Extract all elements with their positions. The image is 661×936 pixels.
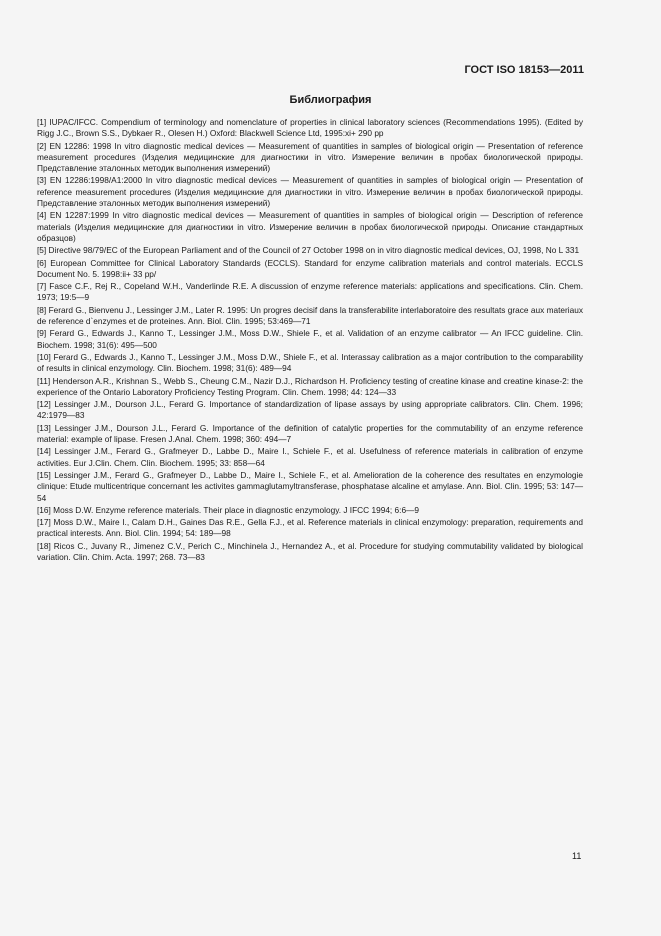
reference-text: Directive 98/79/EC of the European Parliament and of the Council of 27 October 1998 on in vitro diagnostic medical devices, OJ, 1998, No L 331 <box>48 245 580 256</box>
reference-item <box>37 305 583 328</box>
reference-item <box>37 399 583 422</box>
reference-number: [3] <box>37 175 47 186</box>
reference-text: IUPAC/IFCC. Compendium of terminology and nomenclature of properties in clinical laboratory sciences (Recommendations 1995). (Edited by Rigg J.C., Brown S.S., Dybkaer R., Olesen H.) Oxford: Blackwell Science Ltd, 1995:xi+ 290 pp <box>37 117 583 139</box>
reference-number: [10] <box>37 351 51 362</box>
reference-text: Lessinger J.M., Dourson J.L., Ferard G. Importance of the definition of catalytic properties for the commutability of an enzyme reference material: example of lipase. Fresen J.Anal. Chem. 1998; 360: 494—7 <box>37 422 584 445</box>
reference-number: [14] <box>37 446 51 457</box>
reference-text: Henderson A.R., Krishnan S., Webb S., Cheung C.M., Nazir D.J., Richardson H. Proficiency testing of creatine kinase and creatine kinase-2: the experience of the Ontario Laboratory Proficiency Testing Program. Clin. Chem. 1998; 44: 124—33 <box>37 375 583 397</box>
reference-text: Moss D.W. Enzyme reference materials. Their place in diagnostic enzymology. J IFCC 1994; 6:6—9 <box>53 504 419 515</box>
reference-text: Ricos C., Juvany R., Jimenez C.V., Perich C., Minchinela J., Hernandez A., et al. Procedure for studying commutability validated by biological variation. Clin. Chim. Acta. 1997; 268. 73—83 <box>37 540 583 562</box>
reference-item <box>37 245 583 256</box>
reference-number: [12] <box>37 399 51 410</box>
reference-number: [5] <box>37 245 47 256</box>
reference-text: Ferard G., Edwards J., Kanno T., Lessinger J.M., Moss D.W., Shiele F., et al. Validation of an enzyme calibrator — An IFCC guideline. Clin. Biochem. 1998; 31(6): 495—500 <box>37 328 584 350</box>
reference-item <box>37 376 583 399</box>
reference-item <box>37 258 583 281</box>
reference-text: European Committee for Clinical Laboratory Standards (ECCLS). Standard for enzyme calibration materials and control materials. ECCLS Document No. 5. 1998:ii+ 33 pp/ <box>37 257 583 279</box>
reference-text: Lessinger J.M., Ferard G., Grafmeyer D., Labbe D., Maire I., Schiele F., et al. Usefulness of reference materials in calibration of enzyme activities. Eur J.Clin. Chem. Clin. Biochem. 1995; 33: 858—64 <box>37 446 583 468</box>
reference-item <box>37 281 583 304</box>
reference-item <box>37 470 583 504</box>
reference-item <box>37 117 583 140</box>
reference-text: Lessinger J.M., Dourson J.L., Ferard G. Importance of standardization of lipase assays by using appropriate calibrators. Clin. Chem. 1996; 42:1979—83 <box>37 399 583 421</box>
reference-item <box>37 328 583 351</box>
page-title: Библиография <box>289 94 372 106</box>
reference-item <box>37 352 583 375</box>
reference-item <box>37 141 583 175</box>
reference-number: [7] <box>37 281 47 292</box>
reference-number: [15] <box>37 469 51 480</box>
reference-text: Lessinger J.M., Ferard G., Grafmeyer D., Labbe D., Maire I., Schiele F., et al. Amelioration de la coherence des resultates en enzymologie clinique: Etude multicentrique concernant les activites gammaglutamyltransferase, phosphatase alcaline et amylase. Ann. Biol. Clin. 1995; 53: 147—54 <box>37 469 583 503</box>
reference-text: Fasce C.F., Rej R., Copeland W.H., Vanderlinde R.E. A discussion of enzyme reference materials: applications and specifications. Clin. Chem. 1973; 19:5—9 <box>37 281 583 303</box>
reference-item <box>37 446 583 469</box>
reference-item <box>37 423 583 446</box>
reference-number: [6] <box>37 257 47 268</box>
reference-number: [11] <box>37 375 51 386</box>
reference-number: [4] <box>37 210 47 221</box>
reference-text: EN 12286:1998/A1:2000 In vitro diagnostic medical devices — Measurement of quantities in samples of biological origin — Presentation of reference measurement procedures (Изделия медицинские для диагностики in vitro. Измерение величин в пробах биологической природы. Представление эталонных методик выполнения измерений) <box>37 175 583 209</box>
reference-text: Moss D.W., Maire I., Calam D.H., Gaines Das R.E., Gella F.J., et al. Reference materials in clinical enzymology: preparation, requirements and practical interests. Ann. Biol. Clin. 1994; 54: 189—98 <box>37 517 583 539</box>
reference-item <box>37 541 583 564</box>
reference-text: Ferard G., Edwards J., Kanno T., Lessinger J.M., Moss D.W., Shiele F., et al. Interassay calibration as a major contribution to the comparability of results in clinical enzymology. Clin. Biochem. 1998; 31(6): 489—94 <box>37 351 583 374</box>
document-code: ГОСТ ISO 18153—2011 <box>464 64 584 76</box>
reference-number: [17] <box>37 517 51 528</box>
reference-number: [2] <box>37 140 47 151</box>
reference-item <box>37 175 583 209</box>
reference-item <box>37 517 583 540</box>
reference-number: [18] <box>37 540 51 551</box>
reference-list <box>37 117 583 564</box>
reference-number: [13] <box>37 422 51 433</box>
reference-text: Ferard G., Bienvenu J., Lessinger J.M., Later R. 1995: Un progres decisif dans la transferabilite interlaboratoire des resultats grace aux materiaux de reference d`enzymes et de proteines. Ann. Biol. Clin. 1995; 53:469—71 <box>37 304 583 327</box>
page-number: 11 <box>572 851 582 861</box>
reference-number: [8] <box>37 304 47 315</box>
reference-item <box>37 505 583 516</box>
reference-number: [1] <box>37 117 47 127</box>
reference-number: [16] <box>37 504 51 515</box>
reference-text: EN 12286: 1998 In vitro diagnostic medical devices — Measurement of quantities in samples of biological origin — Presentation of reference measurement procedures (Изделия медицинские для диагностики in vitro. Измерение величин в пробах биологической природы. Представление эталонных методик выполнения измерений) <box>37 140 583 174</box>
reference-item <box>37 210 583 244</box>
reference-text: EN 12287:1999 In vitro diagnostic medical devices — Measurement of quantities in samples of biological origin — Description of reference materials (Изделия медицинские для диагностики in vitro. Измерение величин в пробах биологической природы. Описание стандартных образцов) <box>37 210 583 243</box>
reference-number: [9] <box>37 328 47 339</box>
